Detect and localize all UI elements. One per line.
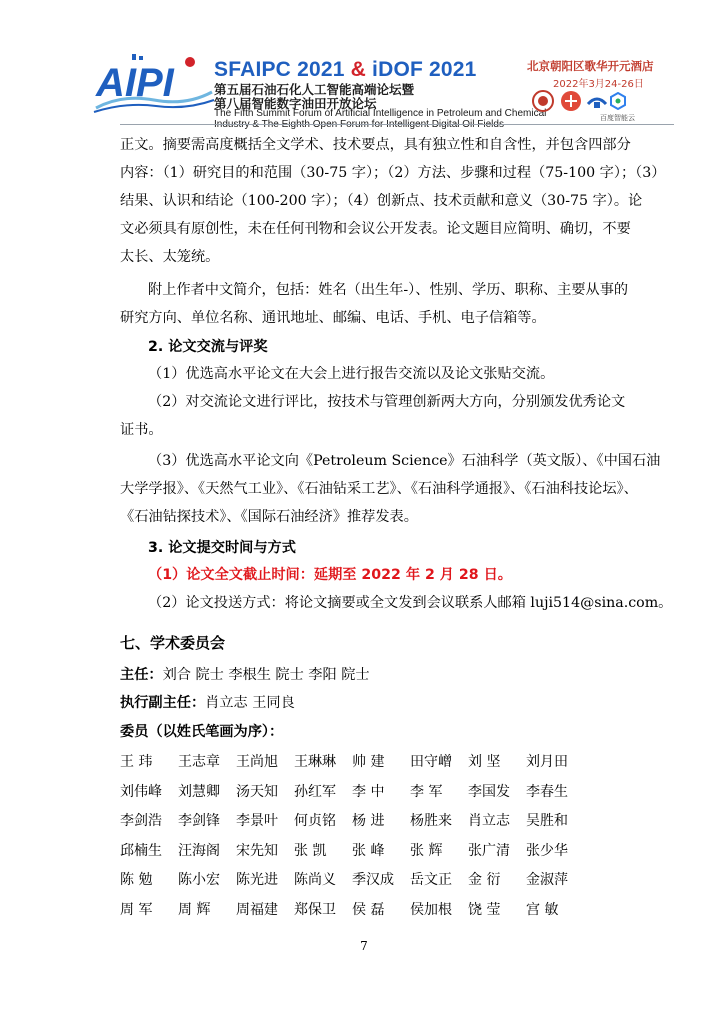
member-name: 李剑锋 bbox=[178, 813, 220, 829]
member-name: 张 峰 bbox=[352, 842, 385, 859]
baidu-cloud-logo-icon bbox=[610, 92, 626, 110]
submission-method: （2）论文投送方式：将论文摘要或全文发到会议联系人邮箱 luji514@sina.com。 bbox=[148, 595, 673, 611]
member-name: 李国发 bbox=[468, 783, 510, 800]
member-name: 季汉成 bbox=[352, 872, 394, 888]
svg-text:AIPI: AIPI bbox=[96, 61, 174, 105]
deadline-notice: （1）论文全文截止时间：延期至 2022 年 2 月 28 日。 bbox=[148, 567, 512, 583]
member-name: 王志章 bbox=[178, 754, 220, 770]
member-name: 刘伟峰 bbox=[120, 783, 162, 800]
member-name: 肖立志 bbox=[468, 813, 510, 829]
member-name: 陈 勉 bbox=[120, 872, 153, 888]
member-name: 张 辉 bbox=[410, 842, 443, 859]
member-name: 李 军 bbox=[410, 783, 443, 800]
forum-subtitle-1: 第五届石油石化人工智能高端论坛暨 bbox=[214, 82, 415, 97]
aipi-logo bbox=[92, 52, 216, 116]
partner-logo-3-icon bbox=[586, 92, 608, 110]
member-name: 陈尚义 bbox=[294, 872, 336, 888]
member-name: 汪海阁 bbox=[178, 842, 220, 859]
member-name: 张广清 bbox=[468, 842, 510, 859]
member-name: 刘慧卿 bbox=[178, 783, 220, 800]
partner-logo-1-icon bbox=[532, 90, 554, 112]
member-name: 侯 磊 bbox=[352, 901, 385, 918]
members-label: 委员（以姓氏笔画为序）： bbox=[120, 724, 284, 740]
member-name: 王琳琳 bbox=[294, 754, 336, 770]
member-name: 李景叶 bbox=[236, 813, 278, 829]
member-name: 吴胜和 bbox=[526, 813, 568, 829]
member-name: 帅 建 bbox=[352, 754, 385, 770]
forum-english-1: The Fifth Summit Forum of Artificial Intelligence in Petroleum and Chemical bbox=[214, 108, 547, 119]
member-name: 饶 莹 bbox=[468, 901, 501, 918]
page-number: 7 bbox=[360, 939, 368, 953]
member-name: 何贞铭 bbox=[294, 813, 336, 829]
partner-logo-2-icon bbox=[560, 90, 582, 112]
member-name: 张 凯 bbox=[294, 842, 327, 859]
text-line: 附上作者中文简介，包括：姓名（出生年-）、性别、学历、职称、主要从事的 bbox=[148, 282, 629, 298]
forum-title: SFAIPC 2021 & iDOF 2021 bbox=[214, 58, 477, 81]
member-name: 周 军 bbox=[120, 901, 153, 918]
text-line: 研究方向、单位名称、通讯地址、邮编、电话、手机、电子信箱等。 bbox=[120, 310, 546, 326]
chair-label: 主任： bbox=[120, 667, 163, 683]
text-line: 文必须具有原创性，未在任何刊物和会议公开发表。论文题目应简明、确切，不要 bbox=[120, 221, 631, 237]
section-title: 七、学术委员会 bbox=[120, 634, 226, 652]
member-name: 陈光进 bbox=[236, 872, 278, 888]
member-name: 李 中 bbox=[352, 783, 385, 800]
list-item: （1）优选高水平论文在大会上进行报告交流以及论文张贴交流。 bbox=[148, 366, 555, 382]
vice-chair-label: 执行副主任： bbox=[120, 695, 206, 711]
text-line: 证书。 bbox=[120, 422, 163, 438]
member-name: 汤天知 bbox=[236, 783, 278, 800]
header-divider bbox=[120, 124, 674, 125]
member-name: 宋先知 bbox=[236, 842, 278, 859]
member-name: 周 辉 bbox=[178, 901, 211, 918]
forum-subtitle-2: 第八届智能数字油田开放论坛 bbox=[214, 96, 377, 111]
text-line: 《石油钻探技术》、《国际石油经济》推荐发表。 bbox=[120, 509, 418, 525]
member-name: 陈小宏 bbox=[178, 872, 220, 888]
date-text: 2022年3月24-26日 bbox=[553, 79, 644, 90]
member-name: 金淑萍 bbox=[526, 872, 568, 888]
list-item: （3）优选高水平论文向《Petroleum Science》石油科学（英文版）、《中国石油 bbox=[148, 453, 661, 469]
member-name: 王尚旭 bbox=[236, 754, 278, 770]
chair-names: 刘合 院士 李根生 院士 李阳 院士 bbox=[162, 667, 370, 683]
member-name: 金 衍 bbox=[468, 872, 501, 888]
subsection-heading: 2. 论文交流与评奖 bbox=[148, 339, 268, 355]
member-name: 侯加根 bbox=[410, 901, 452, 918]
member-name: 岳文正 bbox=[410, 872, 452, 888]
text-line: 内容：（1）研究目的和范围（30-75 字）；（2）方法、步骤和过程（75-100 字）；（3） bbox=[120, 165, 666, 181]
member-name: 李剑浩 bbox=[120, 813, 162, 829]
venue-text: 北京朝阳区歌华开元酒店 bbox=[527, 59, 654, 73]
member-name: 周福建 bbox=[236, 901, 278, 918]
vice-chair-line bbox=[120, 693, 295, 713]
member-name: 杨 进 bbox=[352, 813, 385, 829]
member-name: 邱楠生 bbox=[120, 842, 162, 859]
vice-chair-names: 肖立志 王同良 bbox=[205, 695, 295, 711]
member-name: 张少华 bbox=[526, 842, 568, 859]
text-line: 大学学报》、《天然气工业》、《石油钻采工艺》、《石油科学通报》、《石油科技论坛》、 bbox=[120, 481, 638, 497]
member-name: 刘 坚 bbox=[468, 754, 501, 770]
member-name: 宫 敏 bbox=[526, 901, 559, 918]
member-name: 郑保卫 bbox=[294, 901, 336, 918]
text-line: 太长、太笼统。 bbox=[120, 249, 220, 265]
page-header bbox=[0, 0, 728, 128]
member-name: 刘月田 bbox=[526, 754, 568, 770]
member-name: 李春生 bbox=[526, 783, 568, 800]
list-item: （2）对交流论文进行评比，按技术与管理创新两大方向，分别颁发优秀论文 bbox=[148, 394, 626, 410]
text-line: 结果、认识和结论（100-200 字）；（4）创新点、技术贡献和意义（30-75 字）。论 bbox=[120, 193, 643, 209]
baidu-cloud-label: 百度智能云 bbox=[600, 114, 635, 122]
member-name: 王 玮 bbox=[120, 754, 153, 770]
member-name: 孙红军 bbox=[294, 783, 336, 800]
member-name: 田守嶒 bbox=[410, 754, 452, 770]
subsection-heading: 3. 论文提交时间与方式 bbox=[148, 540, 296, 556]
text-line: 正文。摘要需高度概括全文学术、技术要点，具有独立性和自含性，并包含四部分 bbox=[120, 137, 631, 153]
chair-line bbox=[120, 665, 370, 685]
member-name: 杨胜来 bbox=[410, 813, 452, 829]
